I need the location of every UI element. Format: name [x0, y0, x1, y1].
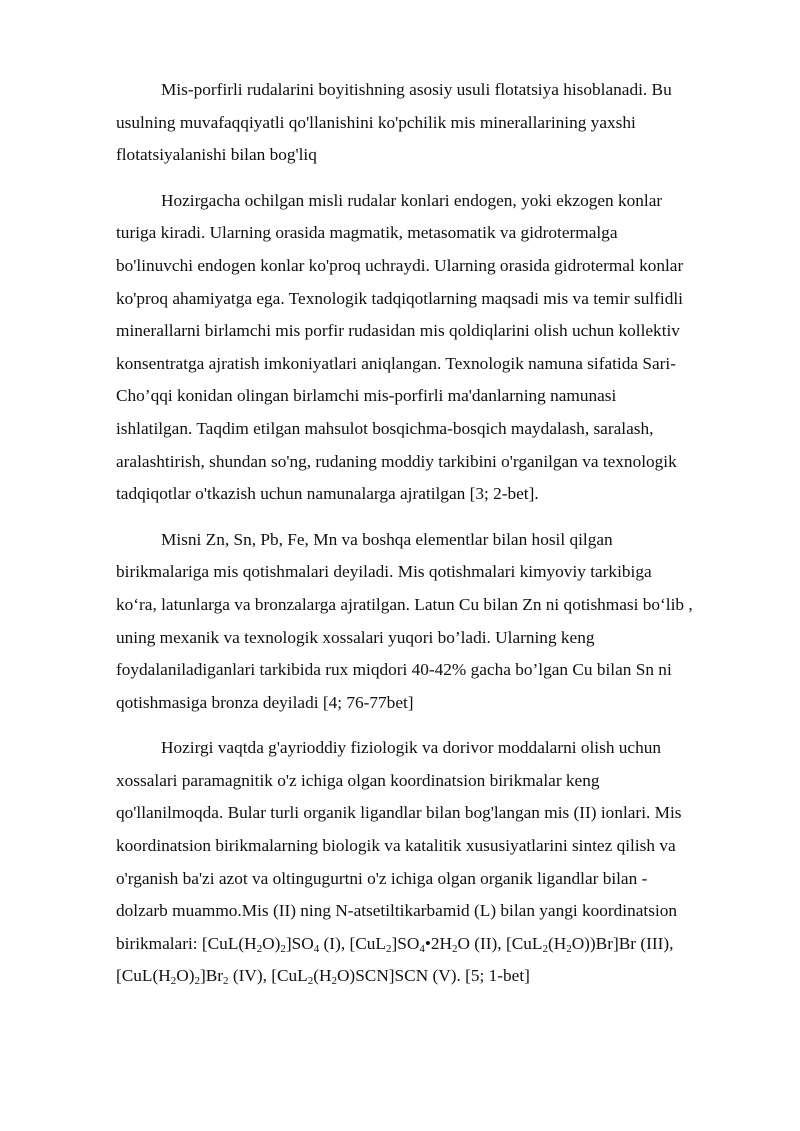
paragraph-3	[116, 524, 710, 720]
text-line: o'rganish ba'zi azot va oltingugurtni o'z ichiga olgan organik ligandlar bilan -	[116, 868, 648, 888]
text-line: Misni Zn, Sn, Pb, Fe, Mn va boshqa elementlar bilan hosil qilgan	[161, 529, 613, 549]
text-line: birikmalariga mis qotishmalari deyiladi. Mis qotishmalari kimyoviy tarkibiga	[116, 562, 652, 582]
text-line: Hozirgi vaqtda g'ayrioddiy fiziologik va dorivor moddalarni olish uchun	[161, 738, 662, 758]
text-line: Hozirgacha ochilgan misli rudalar konlari endogen, yoki ekzogen konlar	[161, 190, 663, 210]
paragraph-1	[116, 74, 710, 172]
text-line: konsentratga ajratish imkoniyatlari aniqlangan. Texnologik namuna sifatida Sari-	[116, 353, 676, 373]
text-line: dolzarb muammo.Mis (II) ning N-atsetiltikarbamid (L) bilan yangi koordinatsion	[116, 901, 678, 921]
text-line: Mis-porfirli rudalarini boyitishning asosiy usuli flotatsiya hisoblanadi. Bu	[161, 80, 672, 99]
text-line: bo'linuvchi endogen konlar ko'proq uchraydi. Ularning orasida gidrotermal konlar	[116, 255, 684, 275]
text-line: ko‘ra, latunlarga va bronzalarga ajratilgan. Latun Cu bilan Zn ni qotishmasi bo‘lib ,	[116, 594, 693, 614]
text-line: xossalari paramagnitik o'z ichiga olgan koordinatsion birikmalar keng	[116, 770, 600, 790]
text-line: turiga kiradi. Ularning orasida magmatik, metasomatik va gidrotermalga	[116, 223, 618, 243]
text-line: qotishmasiga bronza deyiladi [4; 76-77bet]	[116, 692, 414, 712]
text-line: ko'proq ahamiyatga ega. Texnologik tadqiqotlarning maqsadi mis va temir sulfidli	[116, 288, 683, 308]
text-line: koordinatsion birikmalarning biologik va katalitik xususiyatlarini sintez qilish va	[116, 836, 676, 856]
formula-line: birikmalari: $[CuL(H_2O)_2]SO_4$ (I), $[CuL_2]SO_4•2H_2O$ (II), $[CuL_2(H_2O))Br]Br$ (III),	[116, 933, 674, 955]
text-line: flotatsiyalanishi bilan bog'liq	[116, 145, 317, 165]
text-line: aralashtirish, shundan so'ng, rudaning moddiy tarkibini o'rganilgan va texnologik	[116, 451, 677, 471]
text-line: tadqiqotlar o'tkazish uchun namunalarga ajratilgan [3; 2-bet].	[116, 484, 539, 504]
text-line: foydalaniladiganlari tarkibida rux miqdori 40-42% gacha bo’lgan Cu bilan Sn ni	[116, 660, 672, 680]
text-line: ishlatilgan. Taqdim etilgan mahsulot bosqichma-bosqich maydalash, saralash,	[116, 418, 654, 438]
text-line: uning mexanik va texnologik xossalari yuqori bo’ladi. Ularning keng	[116, 627, 595, 647]
text-line: minerallarni birlamchi mis porfir rudasidan mis qoldiqlarini olish uchun kollektiv	[116, 321, 680, 341]
paragraph-2	[116, 185, 710, 511]
text-line: usulning muvafaqqiyatli qo'llanishini ko'pchilik mis minerallarining yaxshi	[116, 112, 636, 132]
text-line: Cho’qqi konidan olingan birlamchi mis-porfirli ma'danlarning namunasi	[116, 386, 617, 406]
formula-line: $[CuL(H_2O)_2]Br_2$ (IV), $[CuL_2(H_2O)SCN]SCN$ (V). [5; 1-bet]	[116, 966, 530, 988]
paragraph-4	[116, 732, 710, 993]
text-line: qo'llanilmoqda. Bular turli organik ligandlar bilan bog'langan mis (II) ionlari. Mis	[116, 803, 682, 823]
